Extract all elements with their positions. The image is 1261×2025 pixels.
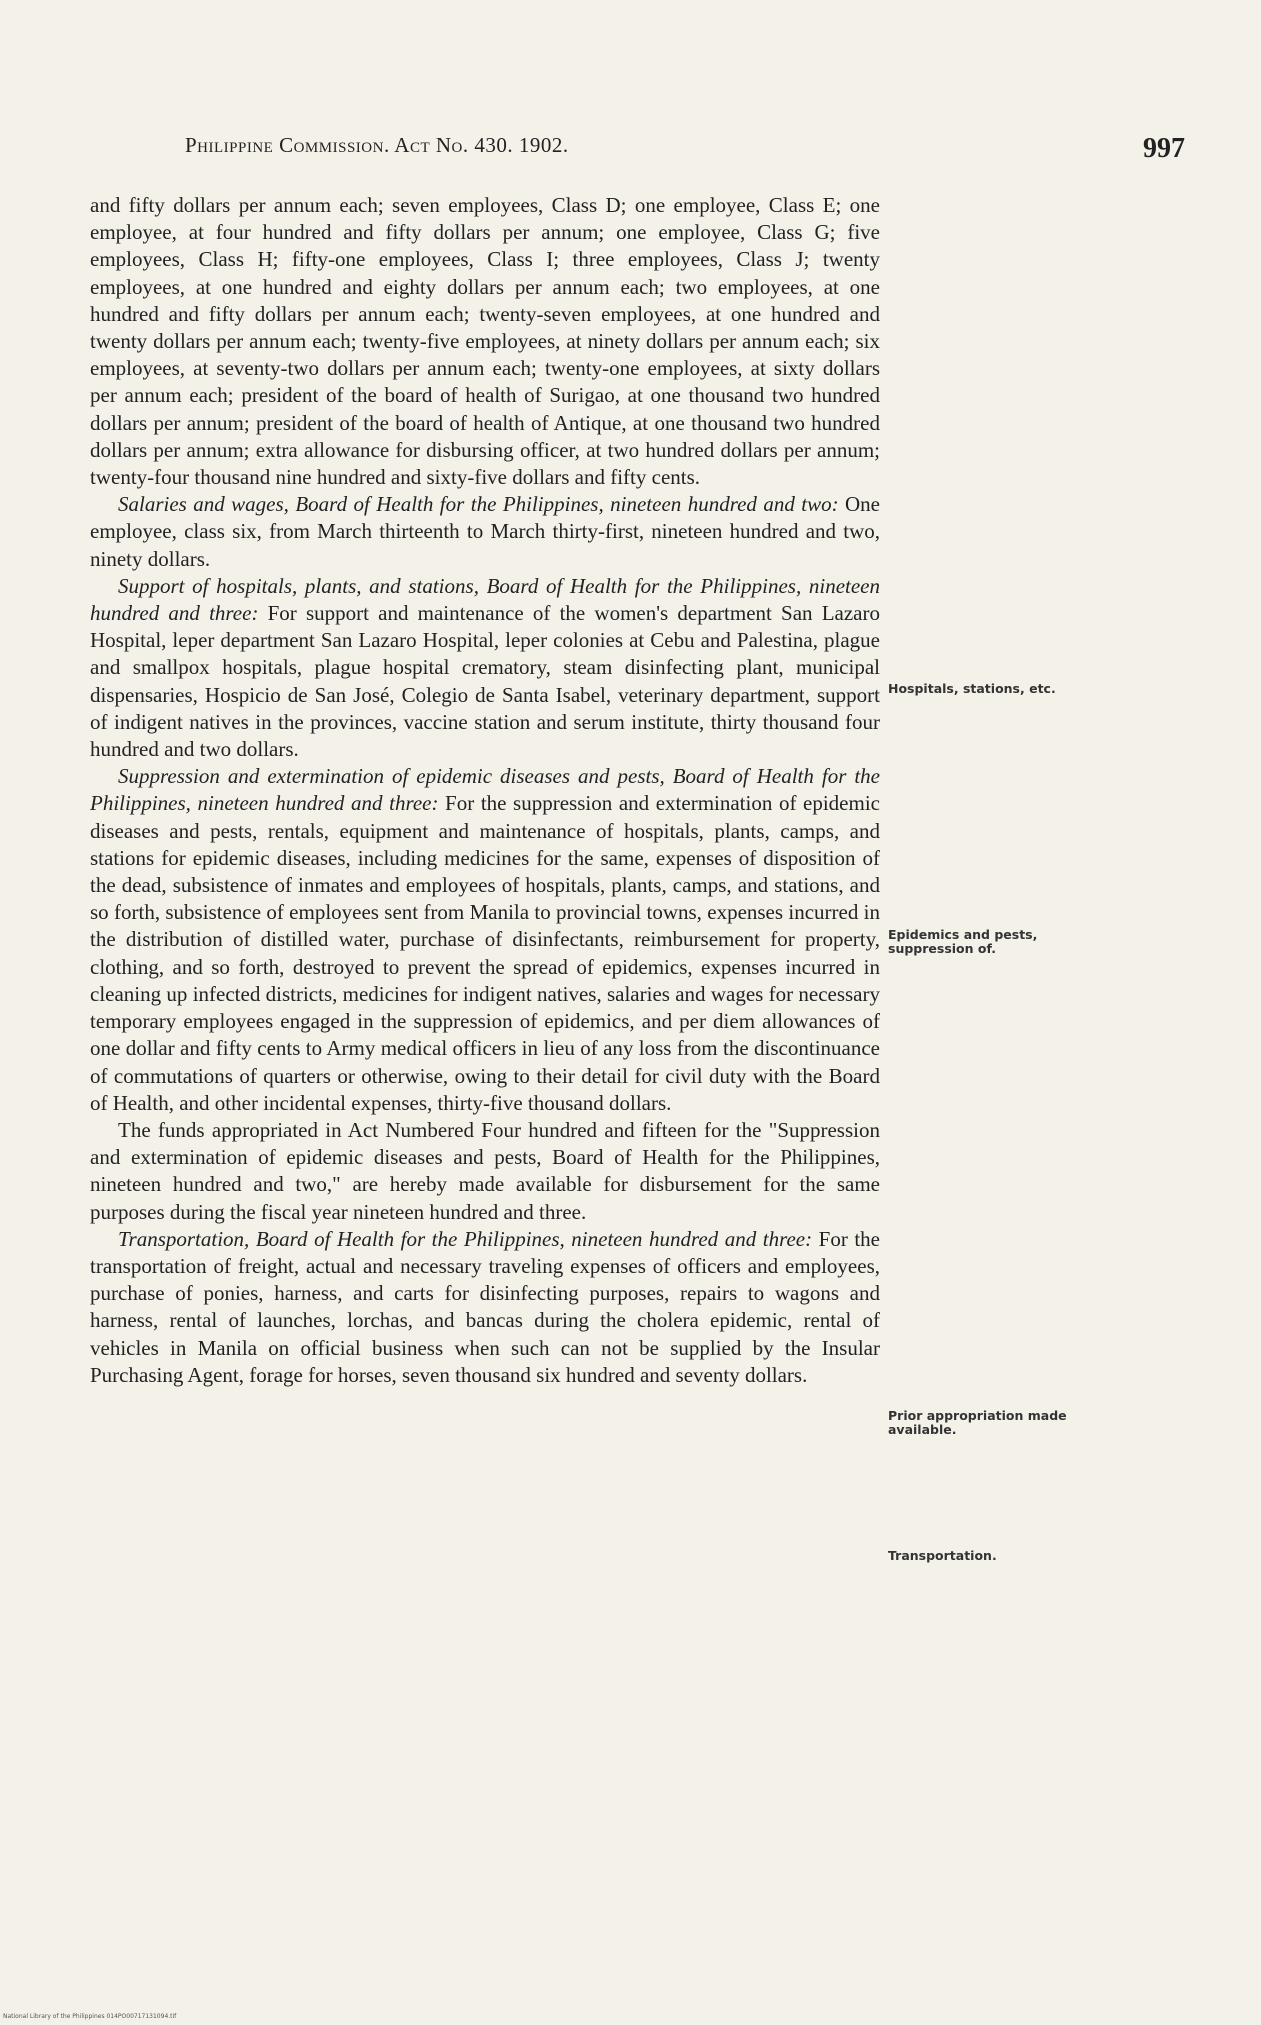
body-text <box>90 192 880 1389</box>
page-number: 997 <box>1143 133 1185 164</box>
margin-note-epidemics: Epidemics and pests, suppression of. <box>888 927 1038 956</box>
paragraph-transportation: Transportation, Board of Health for the Philippines, nineteen hundred and three: For the transportation of freight, actual and necessary traveling expenses of officers and employees, purchase of ponies, harness, and carts for disinfecting purposes, repairs to wagons and harness, rental of launches, lorchas, and bancas during the cholera epidemic, rental of vehicles in Manila on official business when such can not be supplied by the Insular Purchasing Agent, forage for horses, seven thousand six hundred and seventy dollars. <box>90 1226 881 1387</box>
paragraph-salaries-continued: and fifty dollars per annum each; seven employees, Class D; one employee, Class E; one employee, at four hundred and fifty dollars per annum; one employee, Class G; five employees, Class H; fifty-one employees, Class I; three employees, Class J; twenty employees, at one hundred and eighty dollars per annum each; two employees, at one hundred and fifty dollars per annum each; twenty-seven employees, at one hundred and twenty dollars per annum each; twenty-five employees, at ninety dollars per annum each; six employees, at seventy-two dollars per annum each; twenty-one employees, at sixty dollars per annum each; president of the board of health of Surigao, at one thousand two hundred dollars per annum; president of the board of health of Antique, at one thousand two hundred dollars per annum; extra allowance for disbursing officer, at two hundred dollars per annum; twenty-four thousand nine hundred and sixty-five dollars and fifty cents. <box>90 193 880 490</box>
margin-note-transportation: Transportation. <box>888 1548 997 1563</box>
margin-note-prior-appropriation: Prior appropriation made available. <box>888 1408 1067 1437</box>
paragraph-epidemics: Suppression and extermination of epidemic diseases and pests, Board of Health for the Philippines, nineteen hundred and three: For the suppression and extermination of epidemic diseases and pests, rentals, equipment and maintenance of hospitals, plants, camps, and stations for epidemic diseases, including medicines for the same, expenses of disposition of the dead, subsistence of inmates and employees of hospitals, plants, camps, and stations, and so forth, subsistence of employees sent from Manila to provincial towns, expenses incurred in the distribution of distilled water, purchase of disinfectants, reimbursement for property, clothing, and so forth, destroyed to prevent the spread of epidemics, expenses incurred in cleaning up infected districts, medicines for indigent natives, salaries and wages for necessary temporary employees engaged in the suppression of epidemics, and per diem allowances of one dollar and fifty cents to Army medical officers in lieu of any loss from the discontinuance of commutations of quarters or otherwise, owing to their detail for civil duty with the Board of Health, and other incidental expenses, thirty-five thousand dollars. <box>90 764 880 1115</box>
paragraph-prior-appropriation: The funds appropriated in Act Numbered Four hundred and fifteen for the "Suppression and extermination of epidemic diseases and pests, Board of Health for the Philippines, nineteen hundred and two," are hereby made available for disbursement for the same purposes during the fiscal year nineteen hundred and three. <box>90 1117 880 1224</box>
running-title: Philippine Commission. Act No. 430. 1902. <box>185 133 569 157</box>
page-header <box>185 133 1185 173</box>
margin-note-hospitals: Hospitals, stations, etc. <box>888 681 1056 696</box>
scan-footer: National Library of the Philippines 014PO00717131094.tif <box>3 2013 177 2020</box>
paragraph-salaries-1902: Salaries and wages, Board of Health for the Philippines, nineteen hundred and two: One employee, class six, from March thirteenth to March thirty-first, nineteen hundred and two, ninety dollars. <box>90 492 880 571</box>
paragraph-hospitals: Support of hospitals, plants, and stations, Board of Health for the Philippines, nineteen hundred and three: For support and maintenance of the women's department San Lazaro Hospital, leper department San Lazaro Hospital, leper colonies at Cebu and Palestina, plague and smallpox hospitals, plague hospital crematory, steam disinfecting plant, municipal dispensaries, Hospicio de San José, Colegio de Santa Isabel, veterinary department, support of indigent natives in the provinces, vaccine station and serum institute, thirty thousand four hundred and two dollars. <box>90 573 880 762</box>
